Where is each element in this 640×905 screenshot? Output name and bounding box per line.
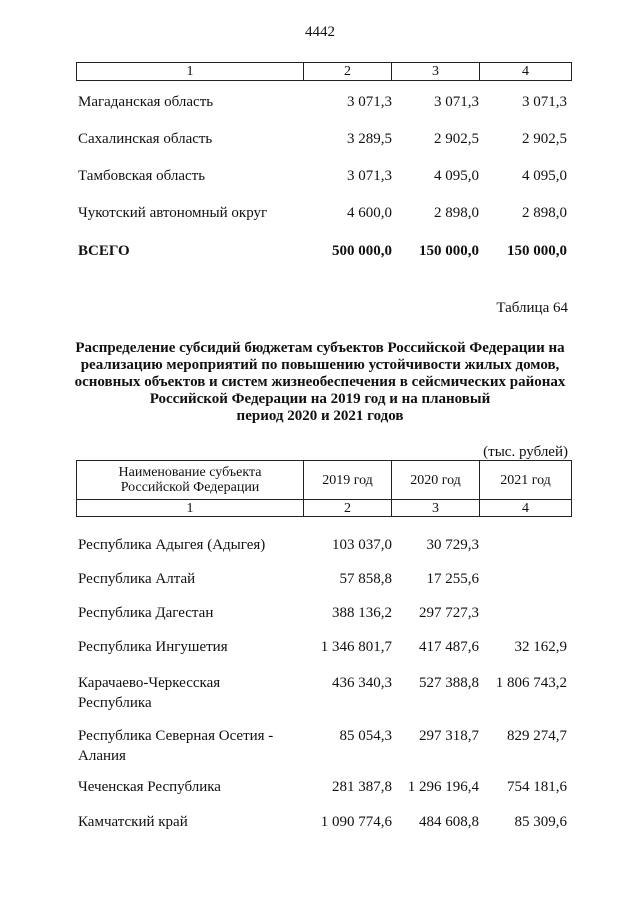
value-2019: 436 340,3 bbox=[332, 675, 392, 691]
column-number: 2 bbox=[304, 500, 392, 516]
value-2019: 3 071,3 bbox=[347, 94, 392, 110]
value-2019: 3 071,3 bbox=[347, 168, 392, 184]
value-2019: 3 289,5 bbox=[347, 131, 392, 147]
value-2020: 4 095,0 bbox=[434, 168, 479, 184]
column-number: 3 bbox=[392, 63, 480, 80]
value-2021: 32 162,9 bbox=[514, 639, 567, 655]
region-name: Камчатский край bbox=[78, 814, 188, 830]
total-2021: 150 000,0 bbox=[507, 243, 567, 259]
table-number: Таблица 64 bbox=[496, 300, 568, 316]
title-line: реализацию мероприятий по повышению устойчивости жилых домов, bbox=[80, 357, 560, 373]
header-2021: 2021 год bbox=[500, 472, 551, 488]
value-2020: 1 296 196,4 bbox=[407, 779, 479, 795]
total-2020: 150 000,0 bbox=[419, 243, 479, 259]
region-name: Республика Алтай bbox=[78, 571, 196, 587]
table-title bbox=[60, 340, 580, 425]
region-name: Республика Ингушетия bbox=[78, 639, 228, 655]
value-2021: 2 898,0 bbox=[522, 205, 567, 221]
value-2019: 85 054,3 bbox=[339, 728, 392, 744]
value-2019: 1 090 774,6 bbox=[320, 814, 392, 830]
title-line: период 2020 и 2021 годов bbox=[236, 408, 404, 424]
value-2020: 3 071,3 bbox=[434, 94, 479, 110]
value-2020: 17 255,6 bbox=[426, 571, 479, 587]
header-2019: 2019 год bbox=[304, 461, 392, 499]
value-2021: 1 806 743,2 bbox=[495, 675, 567, 691]
value-2020: 484 608,8 bbox=[419, 814, 479, 830]
value-2019: 4 600,0 bbox=[347, 205, 392, 221]
column-number: 1 bbox=[77, 500, 304, 516]
region-name: Магаданская область bbox=[78, 94, 214, 110]
region-name: Республика Дагестан bbox=[78, 605, 214, 621]
value-2019: 103 037,0 bbox=[332, 537, 392, 553]
region-name: Чукотский автономный округ bbox=[78, 205, 268, 221]
total-2019: 500 000,0 bbox=[332, 243, 392, 259]
top-table-number-row bbox=[76, 62, 572, 81]
column-number: 4 bbox=[522, 500, 529, 516]
value-2019: 281 387,8 bbox=[332, 779, 392, 795]
value-2021: 4 095,0 bbox=[522, 168, 567, 184]
column-number: 2 bbox=[304, 63, 392, 80]
value-2020: 297 727,3 bbox=[419, 605, 479, 621]
value-2020: 30 729,3 bbox=[426, 537, 479, 553]
value-2020: 417 487,6 bbox=[419, 639, 479, 655]
table-header bbox=[76, 460, 572, 517]
value-2021: 3 071,3 bbox=[522, 94, 567, 110]
column-number: 4 bbox=[522, 64, 529, 79]
header-region: Наименование субъекта Российской Федерации bbox=[77, 461, 304, 499]
region-name: Чеченская Республика bbox=[78, 779, 221, 795]
value-2019: 1 346 801,7 bbox=[320, 639, 392, 655]
page-number: 4442 bbox=[305, 24, 335, 40]
column-number: 3 bbox=[392, 500, 480, 516]
value-2021: 754 181,6 bbox=[507, 779, 567, 795]
value-2019: 57 858,8 bbox=[339, 571, 392, 587]
value-2020: 297 318,7 bbox=[419, 728, 479, 744]
units-label: (тыс. рублей) bbox=[483, 444, 568, 460]
value-2020: 527 388,8 bbox=[419, 675, 479, 691]
region-name: Сахалинская область bbox=[78, 131, 213, 147]
value-2021: 2 902,5 bbox=[522, 131, 567, 147]
column-number: 1 bbox=[77, 63, 304, 80]
title-line: основных объектов и систем жизнеобеспечения в сейсмических районах bbox=[74, 374, 566, 390]
region-name: Республика Адыгея (Адыгея) bbox=[78, 537, 266, 553]
region-name: Карачаево-Черкесская Республика bbox=[78, 675, 221, 711]
region-name: Тамбовская область bbox=[78, 168, 206, 184]
total-label: ВСЕГО bbox=[78, 243, 130, 259]
value-2020: 2 902,5 bbox=[434, 131, 479, 147]
value-2021: 829 274,7 bbox=[507, 728, 567, 744]
title-line: Российской Федерации на 2019 год и на плановый bbox=[149, 391, 491, 407]
value-2020: 2 898,0 bbox=[434, 205, 479, 221]
header-2020: 2020 год bbox=[392, 461, 480, 499]
value-2019: 388 136,2 bbox=[332, 605, 392, 621]
value-2021: 85 309,6 bbox=[514, 814, 567, 830]
title-line: Распределение субсидий бюджетам субъектов Российской Федерации на bbox=[75, 340, 565, 356]
region-name: Республика Северная Осетия - Алания bbox=[78, 728, 274, 764]
